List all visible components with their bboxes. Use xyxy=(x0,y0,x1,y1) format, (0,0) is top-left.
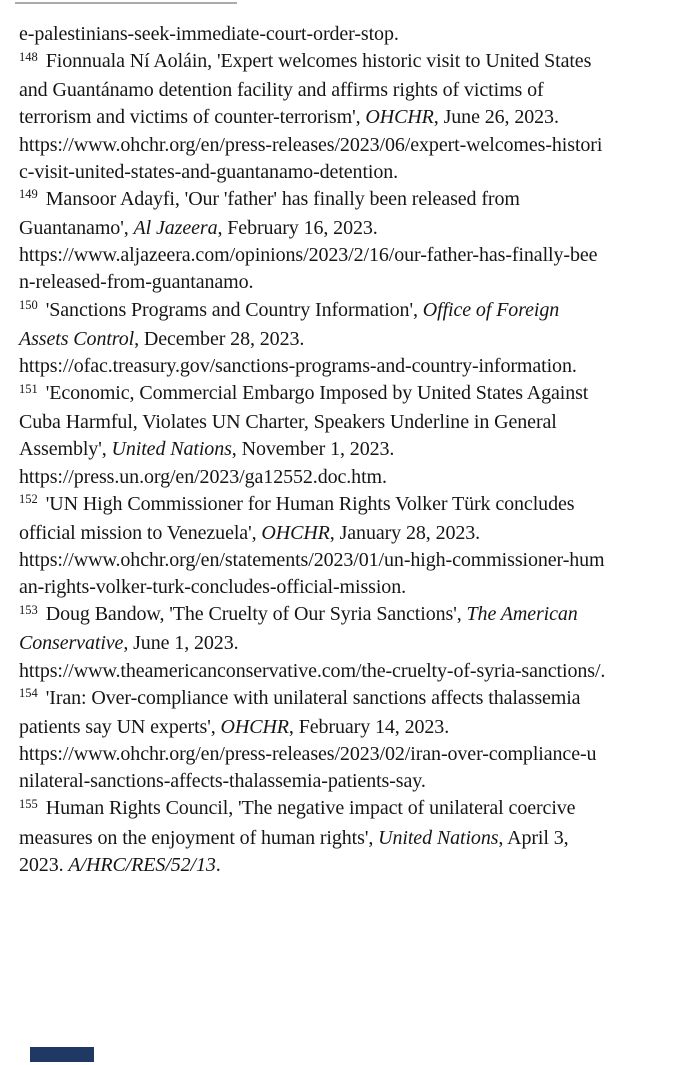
footnote-153 xyxy=(19,630,694,657)
text-segment: https://www.aljazeera.com/opinions/2023/2/16/our-father-has-finally-bee xyxy=(19,244,598,267)
footnote-number: 154 xyxy=(19,686,38,701)
text-segment: 'Iran: Over-compliance with unilateral sanctions affects thalassemia xyxy=(45,686,581,709)
text-segment: The American xyxy=(466,603,578,626)
text-segment: , February 16, 2023. xyxy=(217,217,378,240)
text-segment: Human Rights Council, 'The negative impact of unilateral coercive xyxy=(45,797,576,820)
page-corner-mark xyxy=(30,1047,94,1062)
text-segment: e-palestinians-seek-immediate-court-order-stop. xyxy=(19,23,399,45)
footnote-153 xyxy=(19,658,694,685)
text-segment: https://www.ohchr.org/en/press-releases/2023/06/expert-welcomes-histori xyxy=(19,133,603,156)
text-segment: Cuba Harmful, Violates UN Charter, Speakers Underline in General xyxy=(19,411,557,434)
footnote-148 xyxy=(19,77,694,104)
footnote-155 xyxy=(19,852,694,879)
footnotes-text-block xyxy=(19,21,694,879)
text-segment: Assets Control xyxy=(19,327,135,350)
text-segment: https://www.ohchr.org/en/statements/2023/01/un-high-commissioner-hum xyxy=(19,548,605,571)
footnote-number: 150 xyxy=(19,298,38,313)
footnote-152 xyxy=(19,520,694,547)
text-segment: https://www.ohchr.org/en/press-releases/2023/02/iran-over-compliance-u xyxy=(19,743,597,766)
footnote-149 xyxy=(19,186,694,215)
text-segment: Mansoor Adayfi, 'Our 'father' has finally been released from xyxy=(45,187,520,210)
footnote-152 xyxy=(19,491,694,520)
text-segment: measures on the enjoyment of human rights', xyxy=(19,826,379,849)
text-segment: United Nations xyxy=(111,438,232,461)
text-segment: OHCHR xyxy=(261,521,330,544)
text-segment: Doug Bandow, 'The Cruelty of Our Syria Sanctions', xyxy=(45,603,467,626)
footnote-148 xyxy=(19,159,694,186)
footnote-148 xyxy=(19,132,694,159)
footnote-154 xyxy=(19,768,694,795)
text-segment: , June 26, 2023. xyxy=(433,106,559,129)
text-segment: Conservative xyxy=(19,632,124,655)
footnote-151 xyxy=(19,436,694,463)
footnote-number: 151 xyxy=(19,381,38,396)
footnote-separator-rule xyxy=(15,2,237,4)
footnote-150 xyxy=(19,297,694,326)
text-segment: an-rights-volker-turk-concludes-official-mission. xyxy=(19,576,406,599)
text-segment: . xyxy=(215,853,221,876)
text-segment: c-visit-united-states-and-guantanamo-detention. xyxy=(19,160,399,183)
footnote-154 xyxy=(19,741,694,768)
text-segment: nilateral-sanctions-affects-thalassemia-patients-say. xyxy=(19,770,426,793)
footnote-number: 152 xyxy=(19,492,38,507)
text-segment: 'UN High Commissioner for Human Rights Volker Türk concludes xyxy=(45,492,575,515)
footnote-150 xyxy=(19,353,694,380)
footnote-149 xyxy=(19,242,694,269)
url-continuation-line xyxy=(19,21,694,48)
text-segment: and Guantánamo detention facility and affirms rights of victims of xyxy=(19,79,544,102)
text-segment: Office of Foreign xyxy=(422,298,560,321)
footnote-150 xyxy=(19,326,694,353)
footnote-155 xyxy=(19,795,694,824)
footnote-number: 149 xyxy=(19,187,38,202)
text-segment: United Nations xyxy=(378,826,499,849)
footnote-151 xyxy=(19,380,694,409)
text-segment: Fionnuala Ní Aoláin, 'Expert welcomes historic visit to United States xyxy=(45,50,592,73)
text-segment: n-released-from-guantanamo. xyxy=(19,271,254,294)
footnote-151 xyxy=(19,409,694,436)
footnote-153 xyxy=(19,601,694,630)
text-segment: , February 14, 2023. xyxy=(288,715,450,738)
text-segment: https://ofac.treasury.gov/sanctions-programs-and-country-information. xyxy=(19,354,577,377)
text-segment: , April 3, xyxy=(498,826,569,849)
footnote-148 xyxy=(19,104,694,131)
text-segment: https://www.theamericanconservative.com/the-cruelty-of-syria-sanctions/. xyxy=(19,659,606,682)
footnote-149 xyxy=(19,215,694,242)
text-segment: 'Economic, Commercial Embargo Imposed by United States Against xyxy=(45,382,589,405)
text-segment: A/HRC/RES/52/13 xyxy=(68,853,216,876)
text-segment: , June 1, 2023. xyxy=(123,632,239,655)
footnote-148 xyxy=(19,48,694,77)
footnote-154 xyxy=(19,685,694,714)
text-segment: OHCHR xyxy=(220,715,289,738)
footnote-152 xyxy=(19,547,694,574)
text-segment: , December 28, 2023. xyxy=(134,327,305,350)
text-segment: Guantanamo', xyxy=(19,217,134,240)
text-segment: , January 28, 2023. xyxy=(329,521,481,544)
footnote-number: 153 xyxy=(19,602,38,617)
footnote-154 xyxy=(19,714,694,741)
text-segment: Al Jazeera xyxy=(133,217,218,240)
text-segment: 2023. xyxy=(19,853,69,876)
text-segment: OHCHR xyxy=(365,106,434,129)
footnote-155 xyxy=(19,825,694,852)
footnote-number: 148 xyxy=(19,49,38,64)
footnote-149 xyxy=(19,269,694,296)
footnote-number: 155 xyxy=(19,796,38,811)
text-segment: , November 1, 2023. xyxy=(231,438,395,461)
text-segment: 'Sanctions Programs and Country Information', xyxy=(45,298,423,321)
text-segment: terrorism and victims of counter-terrorism', xyxy=(19,106,366,129)
footnote-151 xyxy=(19,464,694,491)
footnote-152 xyxy=(19,574,694,601)
text-segment: Assembly', xyxy=(19,438,112,461)
text-segment: patients say UN experts', xyxy=(19,715,221,738)
text-segment: official mission to Venezuela', xyxy=(19,521,262,544)
text-segment: https://press.un.org/en/2023/ga12552.doc.htm. xyxy=(19,465,387,488)
